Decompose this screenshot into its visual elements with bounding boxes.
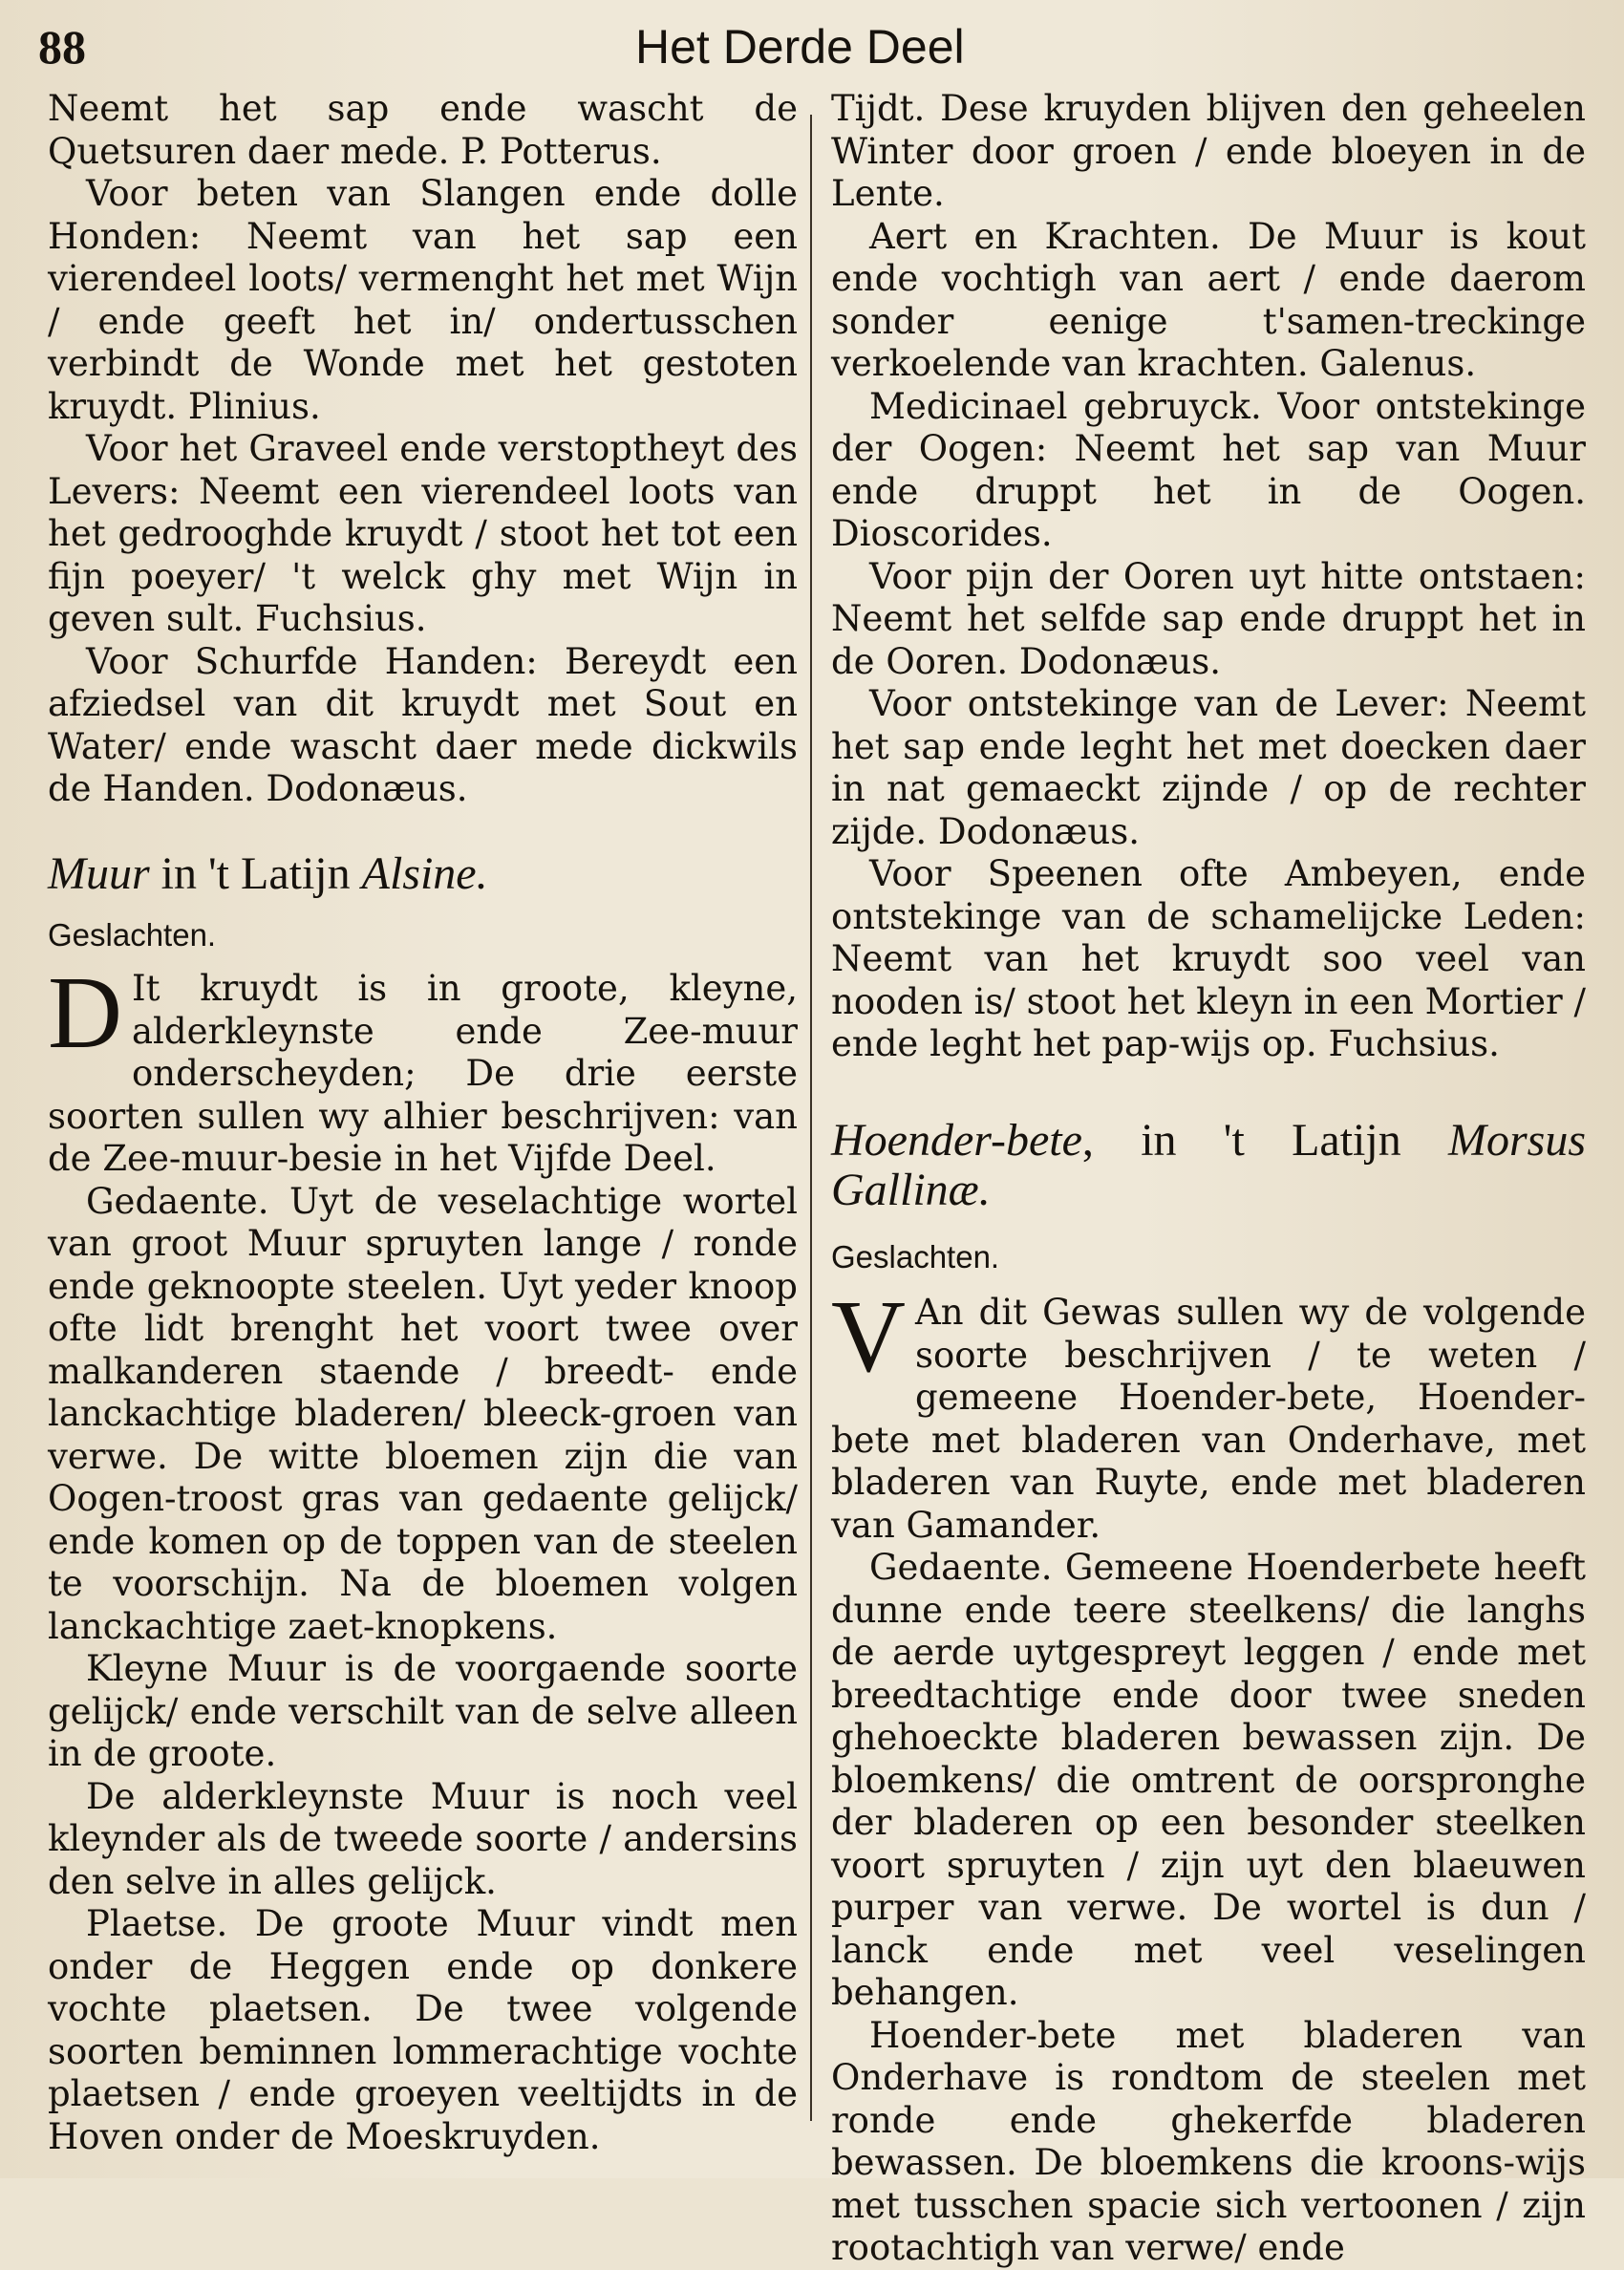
paragraph: Neemt het sap ende wascht de Quetsuren daer mede. P. Potterus.	[48, 88, 798, 172]
paragraph-text: An dit Gewas sullen wy de volgende soorte beschrijven / te weten / gemeene Hoender-bete, Hoender-bete met bladeren van Onderhave, met bladeren van Ruyte, ende met bladeren van Gamander.	[831, 1292, 1586, 1546]
heading-latin: Morsus Gallinæ.	[831, 1114, 1586, 1215]
paragraph: Plaetse. De groote Muur vindt men onder de Heggen ende op donkere vochte plaetsen. De twee volgende soorten beminnen lommerachtige vochte plaetsen / ende groeyen veeltijdts in de Hoven onder de Moeskruyden.	[48, 1903, 798, 2157]
paragraph: Voor ontstekinge van de Lever: Neemt het sap ende leght het met doecken daer in nat gemaeckt zijnde / op de rechter zijde. Dodonæus.	[831, 683, 1586, 852]
paragraph: Gedaente. Gemeene Hoenderbete heeft dunne ende teere steelkens/ die langhs de aerde uytgespreyt leggen / ende met breedtachtige ende door twee sneden ghehoeckte bladeren bewassen zijn. De bloemkens/ die omtrent de oorspronghe der bladeren op een besonder steelken voort spruyten / zijn uyt den blaeuwen purper van verwe. De wortel is dun / lanck ende met veel veselingen behangen.	[831, 1547, 1586, 2013]
paragraph: Voor Speenen ofte Ambeyen, ende ontstekinge van de schamelijcke Leden: Neemt van het kruydt soo veel van nooden is/ stoot het kleyn in een Mortier / ende leght het pap-wijs op. Fuchsius.	[831, 853, 1586, 1064]
section-heading-hoender-bete	[831, 1116, 1586, 1215]
left-column	[48, 88, 798, 2158]
running-head: Het Derde Deel	[635, 20, 965, 74]
paragraph: Hoender-bete met bladeren van Onderhave is rondtom de steelen met ronde ende ghekerfde bladeren bewassen. De bloemkens die kroons-wijs met tusschen spacie sich vertoonen / zijn rootachtigh van verwe/ ende	[831, 2014, 1586, 2268]
paragraph: Medicinael gebruyck. Voor ontstekinge der Oogen: Neemt het sap van Muur ende druppt het in de Oogen. Dioscorides.	[831, 385, 1586, 554]
heading-mid: in 't Latijn	[149, 847, 362, 899]
heading-name: Hoender-bete	[831, 1114, 1082, 1166]
heading-latin: Alsine.	[361, 847, 488, 899]
paragraph	[48, 956, 798, 1181]
page-number: 88	[38, 20, 86, 74]
column-divider	[810, 115, 812, 2121]
paragraph: Kleyne Muur is de voorgaende soorte gelijck/ ende verschilt van de selve alleen in de groote.	[48, 1648, 798, 1774]
section-heading-muur	[48, 849, 798, 899]
paragraph: Gedaente. Uyt de veselachtige wortel van groot Muur spruyten lange / ronde ende geknoopte steelen. Uyt yeder knoop ofte lidt brenght het voort twee over malkanderen staende / breedt- ende lanckachtige bladeren/ bleeck-groen van verwe. De witte bloemen zijn die van Oogen-troost gras van gedaente gelijck/ ende komen op de toppen van de steelen te voorschijn. Na de bloemen volgen lanckachtige zaet-knopkens.	[48, 1180, 798, 1647]
drop-cap: D	[48, 956, 122, 1070]
paragraph: Aert en Krachten. De Muur is kout ende vochtigh van aert / ende daerom sonder eenige t'samen-treckinge verkoelende van krachten. Galenus.	[831, 215, 1586, 384]
paragraph-text: It kruydt is in groote, kleyne, alderkleynste ende Zee-muur onderscheyden; De drie eerste soorten sullen wy alhier beschrijven: van de Zee-muur-besie in het Vijfde Deel.	[48, 968, 798, 1179]
paragraph: De alderkleynste Muur is noch veel kleynder als de tweede soorte / andersins den selve in alles gelijck.	[48, 1775, 798, 1902]
subheading: Geslachten.	[48, 916, 217, 953]
paragraph: Voor beten van Slangen ende dolle Honden: Neemt van het sap een vierendeel loots/ vermenght het met Wijn / ende geeft het in/ ondertusschen verbindt de Wonde met het gestoten kruydt. Plinius.	[48, 173, 798, 427]
heading-mid: , in 't Latijn	[1081, 1114, 1448, 1166]
right-column	[831, 88, 1586, 2270]
paragraph: Voor pijn der Ooren uyt hitte ontstaen: Neemt het selfde sap ende druppt het in de Ooren. Dodonæus.	[831, 555, 1586, 682]
subheading: Geslachten.	[831, 1238, 1000, 1274]
paragraph: Voor Schurfde Handen: Bereydt een afziedsel van dit kruydt met Sout en Water/ ende wascht daer mede dickwils de Handen. Dodonæus.	[48, 640, 798, 809]
paragraph: Tijdt. Dese kruyden blijven den geheelen Winter door groen / ende bloeyen in de Lente.	[831, 88, 1586, 214]
heading-name: Muur	[48, 847, 150, 899]
paragraph	[831, 1280, 1586, 1547]
paragraph: Voor het Graveel ende verstoptheyt des Levers: Neemt een vierendeel loots van het gedrooghde kruydt / stoot het tot een fijn poeyer/ 't welck ghy met Wijn in geven sult. Fuchsius.	[48, 428, 798, 639]
drop-cap: V	[831, 1280, 906, 1394]
